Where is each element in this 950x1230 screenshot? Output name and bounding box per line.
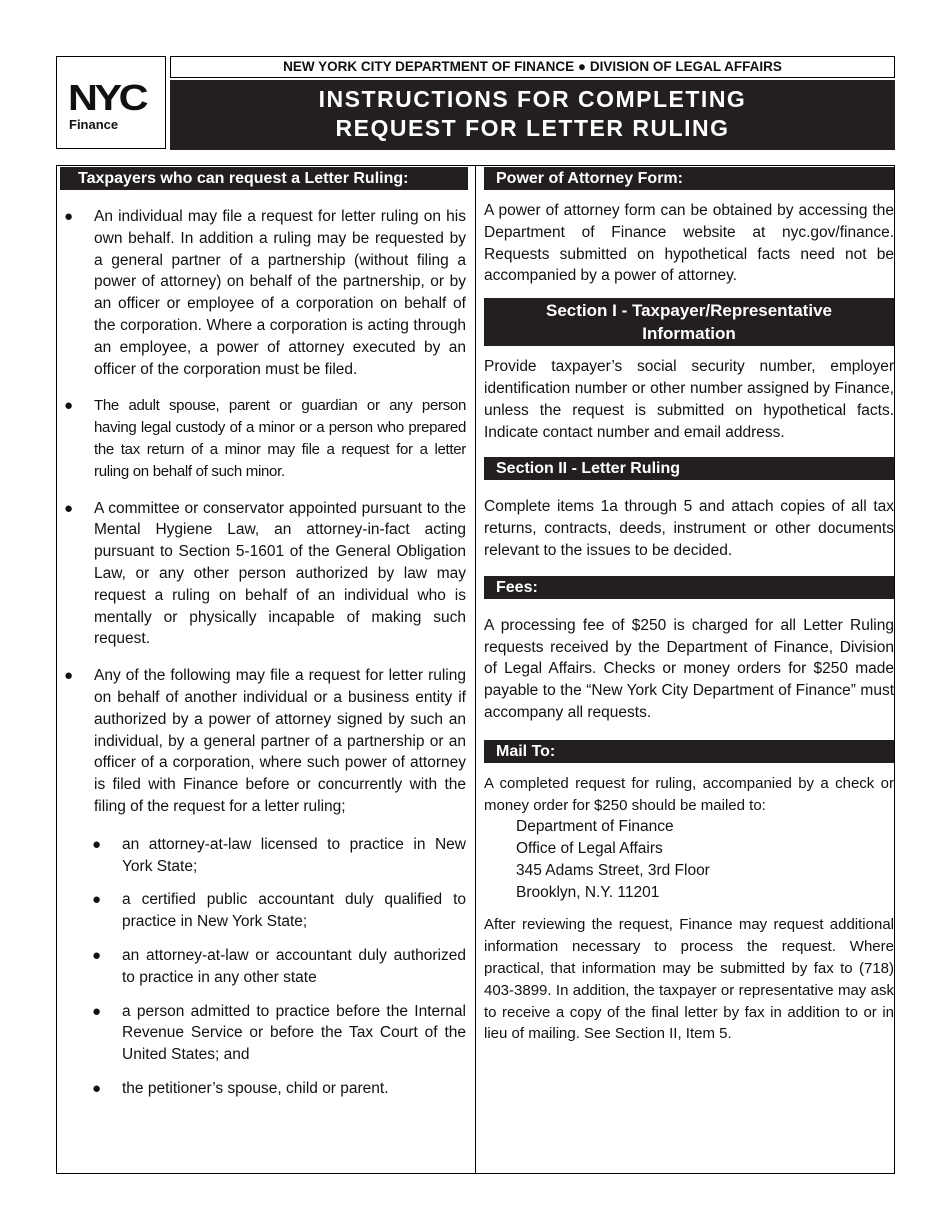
list-item-text: An individual may file a request for letter ruling on his own behalf. In addition a ruling may be requested by a general partner of a partnership (without filing a power of attorney) on behalf of the partnership, or by an officer or employee of a corporation on behalf of the corporation. Where a corporation is acting through an employee, a power of attorney executed by an officer of the corporation must be filed. [94,208,466,378]
list-item [58,1078,466,1100]
right-column [484,167,894,1045]
title-line-1: INSTRUCTIONS FOR COMPLETING [318,86,747,112]
power-of-attorney-heading: Power of Attorney Form: [484,167,894,190]
bullet-icon: ● [92,891,102,909]
list-item-text: The adult spouse, parent or guardian or any person having legal custody of a minor or a person who prepared the tax return of a minor may file a request for a letter ruling on behalf of such minor. [94,397,466,480]
section-2-text: Complete items 1a through 5 and attach copies of all tax returns, contracts, deeds, instrument or other documents relevant to the issues to be decided. [484,498,894,559]
title-line-2: REQUEST FOR LETTER RULING [335,115,730,141]
fees-text: A processing fee of $250 is charged for all Letter Ruling requests received by the Department of Finance, Division of Legal Affairs. Checks or money orders for $250 made payable to the “New York City Department of Finance” must accompany all requests. [484,616,894,721]
list-item [58,395,466,482]
bullet-icon: ● [64,208,74,225]
section-1-text: Provide taxpayer’s social security number, employer identification number or other number assigned by Finance, unless the request is submitted on hypothetical facts. Indicate contact number and email address. [484,358,894,441]
list-item [58,498,466,651]
bullet-icon: ● [92,835,102,853]
list-item [58,665,466,818]
bullet-icon: ● [92,1079,102,1097]
power-of-attorney-text: A power of attorney form can be obtained by accessing the Department of Finance website at nyc.gov/finance. Requests submitted on hypothetical facts need not be accompanied by a power of attorney. [484,202,894,285]
mail-to-heading: Mail To: [484,740,894,763]
section-1-heading [484,298,894,346]
list-item [58,1001,466,1066]
list-item-text: the petitioner’s spouse, child or parent. [122,1079,389,1097]
list-item-text: A committee or conservator appointed pursuant to the Mental Hygiene Law, an attorney-in-fact acting pursuant to Section 5-1601 of the General Obligation Law, or any other person authorized by law may request a ruling on behalf of an individual who is mentally or physically incapable of making such request. [94,499,466,648]
address-line: Brooklyn, N.Y. 11201 [516,884,660,902]
department-line: NEW YORK CITY DEPARTMENT OF FINANCE ● DIVISION OF LEGAL AFFAIRS [170,56,895,78]
list-item [58,889,466,933]
bullet-icon: ● [92,1002,102,1020]
list-item [58,206,466,380]
bullet-icon: ● [92,946,102,964]
eligibility-list [58,206,466,818]
list-item-text: an attorney-at-law licensed to practice in New York State; [122,835,466,875]
list-item-text: a certified public accountant duly qualified to practice in New York State; [122,891,466,931]
mail-intro-text: A completed request for ruling, accompanied by a check or money order for $250 should be mailed to: [484,774,894,814]
page-title [170,80,895,150]
column-divider [475,165,476,1174]
bullet-icon: ● [64,397,73,415]
list-item-text: Any of the following may file a request for letter ruling on behalf of another individual or a business entity if authorized by a power of attorney signed by such an individual, by a general partner of a partnership or an officer of a corporation, where such power of attorney is filed with Finance before or concurrently with the filing of the request for a letter ruling; [94,667,466,815]
list-item-text: an attorney-at-law or accountant duly authorized to practice in any other state [122,946,466,986]
list-item [58,834,466,878]
followup-text: After reviewing the request, Finance may request additional information necessary to process the request. Where practical, that information may be submitted by fax to (718) 403-3899. In addition, the taxpayer or representative may ask to receive a copy of the final letter by fax in addition to or in lieu of mailing. See Section II, Item 5. [484,916,894,1043]
bullet-icon: ● [64,499,74,517]
section-1-heading-line-2: Information [642,324,736,344]
taxpayers-heading: Taxpayers who can request a Letter Ruling: [60,167,468,190]
fees-heading: Fees: [484,576,894,599]
address-line: Department of Finance [516,818,674,836]
nyc-finance-logo [56,56,166,149]
mailing-address [484,816,894,904]
address-line: 345 Adams Street, 3rd Floor [516,862,710,880]
left-column [58,167,470,1100]
address-line: Office of Legal Affairs [516,840,663,858]
bullet-icon: ● [64,667,74,685]
logo-nyc-text: NYC [68,77,146,118]
logo-finance-text: Finance [69,117,119,132]
section-2-heading: Section II - Letter Ruling [484,457,894,480]
list-item-text: a person admitted to practice before the Internal Revenue Service or before the Tax Court of the United States; and [122,1002,466,1064]
representative-list [58,834,466,1100]
list-item [58,945,466,989]
section-1-heading-line-1: Section I - Taxpayer/Representative [546,301,832,321]
